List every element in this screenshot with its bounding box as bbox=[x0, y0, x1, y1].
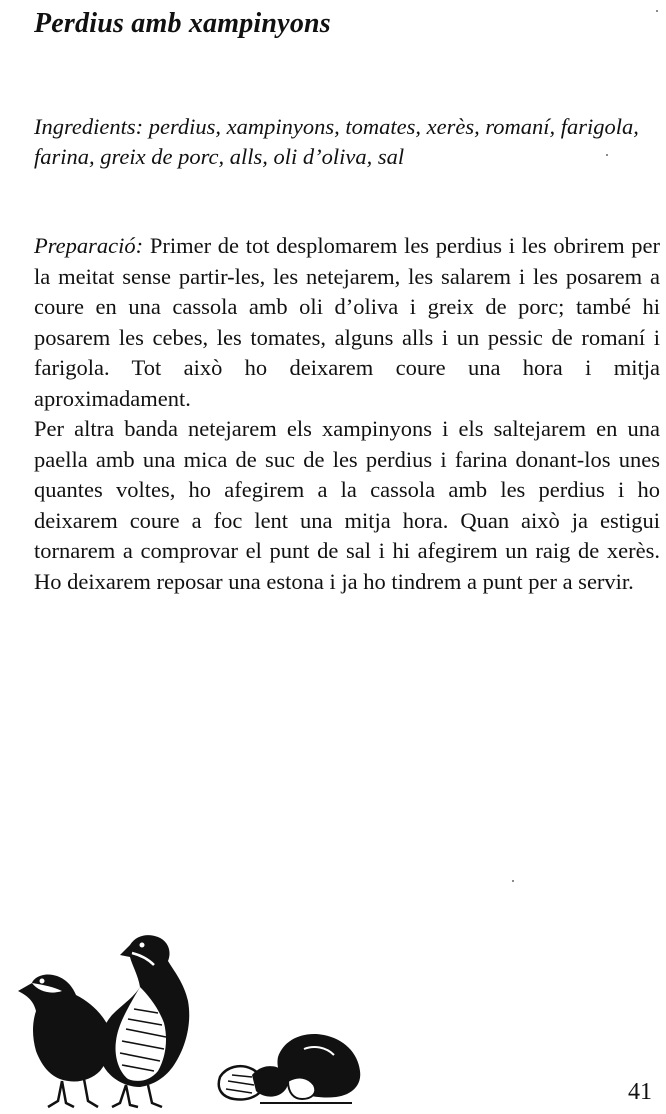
illustration bbox=[8, 925, 368, 1110]
preparation-section bbox=[34, 231, 660, 597]
scan-speck bbox=[512, 880, 514, 882]
recipe-title: Perdius amb xampinyons bbox=[34, 8, 331, 39]
preparation-paragraph-1 bbox=[34, 231, 660, 414]
page-number: 41 bbox=[628, 1079, 652, 1105]
mushroom-icon bbox=[219, 1034, 360, 1103]
preparation-text-1: Primer de tot desplomarem les perdius i les obrirem per la meitat sense partir-les, les netejarem, les salarem i les posarem a coure en una cassola amb oli d’oliva i greix de porc; també hi posarem les cebes, les tomates, alguns alls i un pessic de romaní i farigola. Tot això ho deixarem coure una hora i mitja aproximadament. bbox=[34, 233, 660, 411]
scan-speck bbox=[656, 10, 658, 12]
preparation-paragraph-2: Per altra banda netejarem els xampinyons i els saltejarem en una paella amb una mica de suc de les perdius i farina donant-los unes quantes voltes, ho afegirem a la cassola amb les perdius i ho deixarem coure a foc lent una mitja hora. Quan això ja estigui tornarem a comprovar el punt de sal i hi afegirem un raig de xerès. Ho deixarem reposar una estona i ja ho tindrem a punt per a servir. bbox=[34, 416, 660, 594]
scan-speck bbox=[606, 154, 608, 156]
partridge-icon bbox=[18, 974, 112, 1107]
preparation-label: Preparació: bbox=[34, 233, 144, 258]
partridge-icon bbox=[99, 935, 189, 1107]
ingredients-list: Ingredients: perdius, xampinyons, tomates, xerès, romaní, farigola, farina, greix de porc, alls, oli d’oliva, sal bbox=[34, 114, 639, 169]
